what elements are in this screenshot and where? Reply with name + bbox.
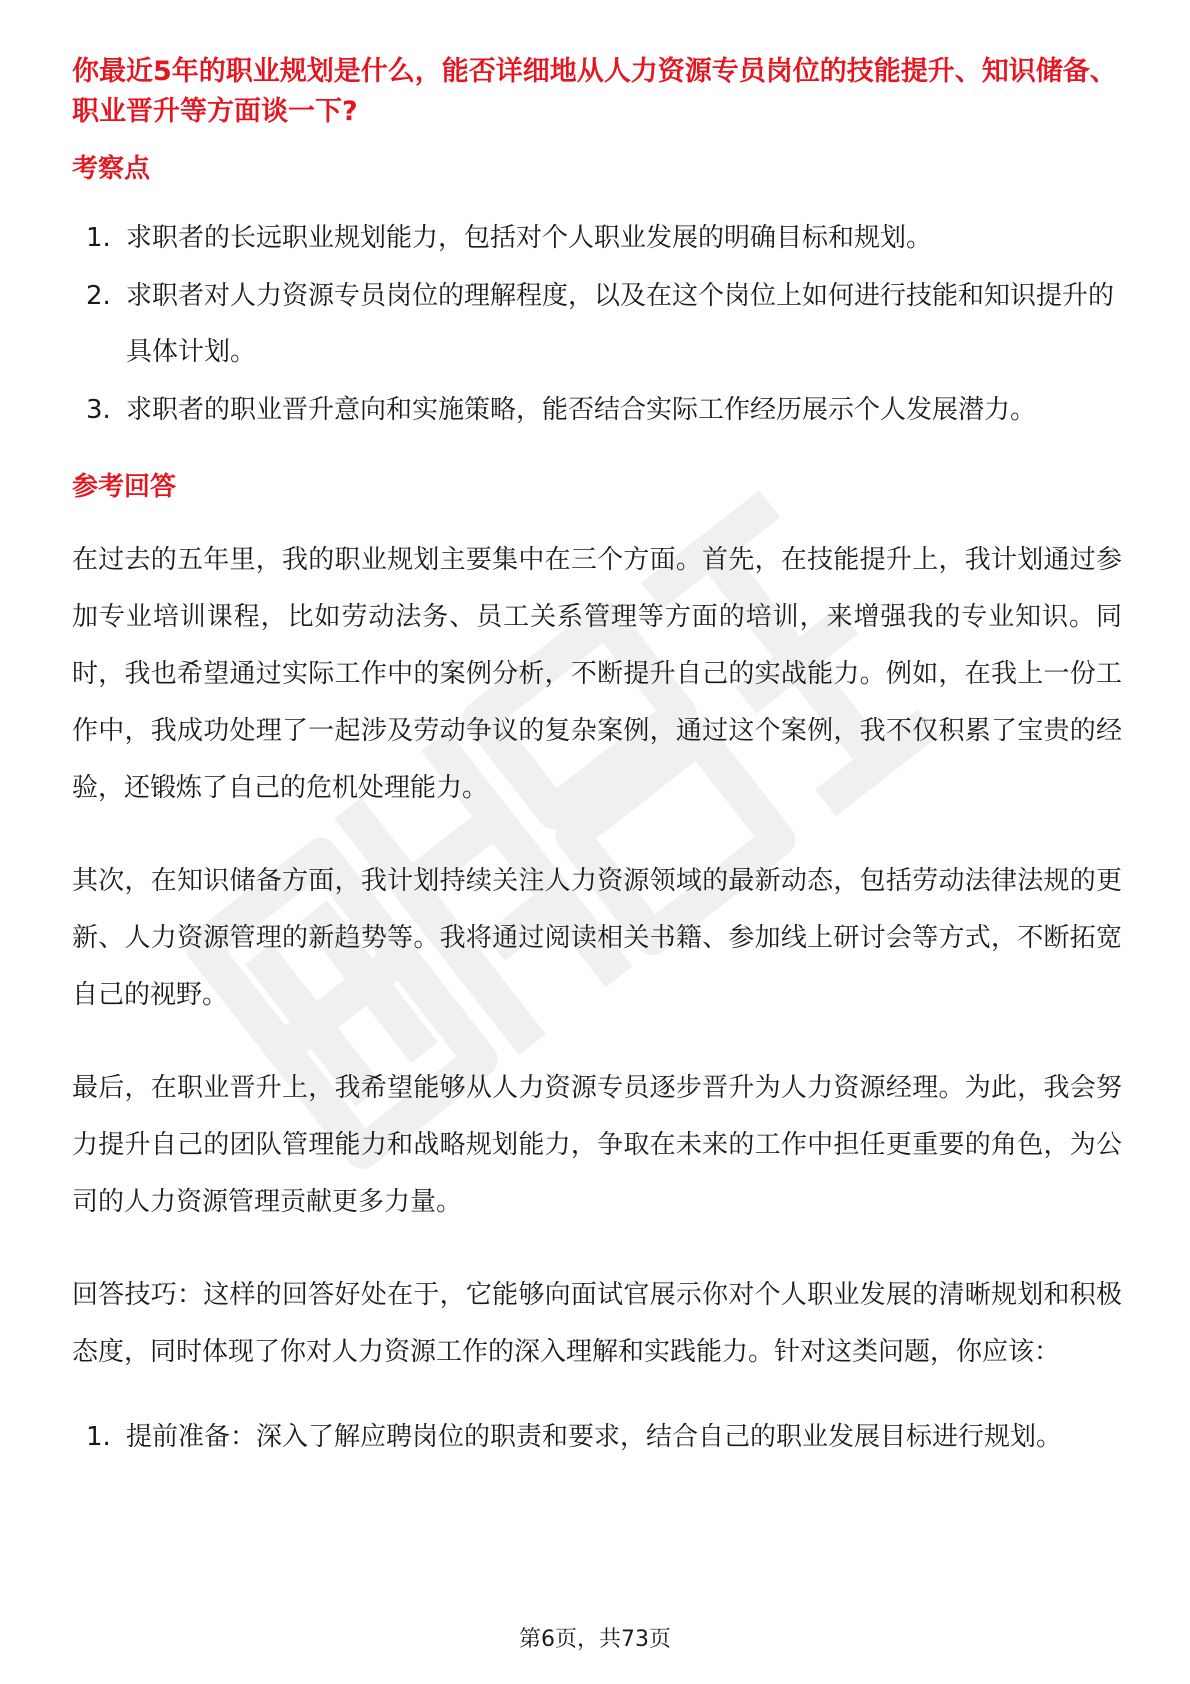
list-item-number: 1. — [86, 223, 111, 253]
answer-paragraph: 最后，在职业晋升上，我希望能够从人力资源专员逐步晋升为人力资源经理。为此，我会努力提升自己的团队管理能力和战略规划能力，争取在未来的工作中担任更重要的角色，为公司的人力资源管理贡献更多力量。 — [72, 1073, 1122, 1217]
list-item — [72, 210, 1122, 266]
page-footer: 第6页，共73页 — [519, 1627, 671, 1652]
list-item-text: 求职者的长远职业规划能力，包括对个人职业发展的明确目标和规划。 — [126, 223, 933, 253]
list-item-text: 求职者对人力资源专员岗位的理解程度，以及在这个岗位上如何进行技能和知识提升的具体计划。 — [126, 281, 1115, 367]
list-item-text: 求职者的职业晋升意向和实施策略，能否结合实际工作经历展示个人发展潜力。 — [126, 395, 1037, 425]
question-heading: 你最近5年的职业规划是什么，能否详细地从人力资源专员岗位的技能提升、知识储备、职业晋升等方面谈一下? — [72, 56, 1117, 127]
list-item-number: 3. — [86, 395, 111, 425]
points-list — [72, 210, 1122, 438]
tips-list — [72, 1409, 1122, 1465]
tips-paragraph: 回答技巧：这样的回答好处在于，它能够向面试官展示你对个人职业发展的清晰规划和积极态度，同时体现了你对人力资源工作的深入理解和实践能力。针对这类问题，你应该： — [72, 1280, 1122, 1367]
list-item — [72, 268, 1122, 380]
list-item-text: 提前准备：深入了解应聘岗位的职责和要求，结合自己的职业发展目标进行规划。 — [126, 1422, 1063, 1452]
answer-paragraph: 其次，在知识储备方面，我计划持续关注人力资源领域的最新动态，包括劳动法律法规的更新、人力资源管理的新趋势等。我将通过阅读相关书籍、参加线上研讨会等方式，不断拓宽自己的视野。 — [72, 866, 1122, 1010]
list-item-number: 2. — [86, 281, 111, 311]
answer-paragraph: 在过去的五年里，我的职业规划主要集中在三个方面。首先，在技能提升上，我计划通过参加专业培训课程，比如劳动法务、员工关系管理等方面的培训，来增强我的专业知识。同时，我也希望通过实际工作中的案例分析，不断提升自己的实战能力。例如，在我上一份工作中，我成功处理了一起涉及劳动争议的复杂案例，通过这个案例，我不仅积累了宝贵的经验，还锻炼了自己的危机处理能力。 — [72, 545, 1122, 803]
list-item — [72, 382, 1122, 438]
answer-section-title: 参考回答 — [72, 472, 177, 502]
points-section-title: 考察点 — [72, 154, 151, 184]
list-item-number: 1. — [86, 1422, 111, 1452]
document-page — [72, 52, 1122, 1465]
list-item — [72, 1409, 1122, 1465]
